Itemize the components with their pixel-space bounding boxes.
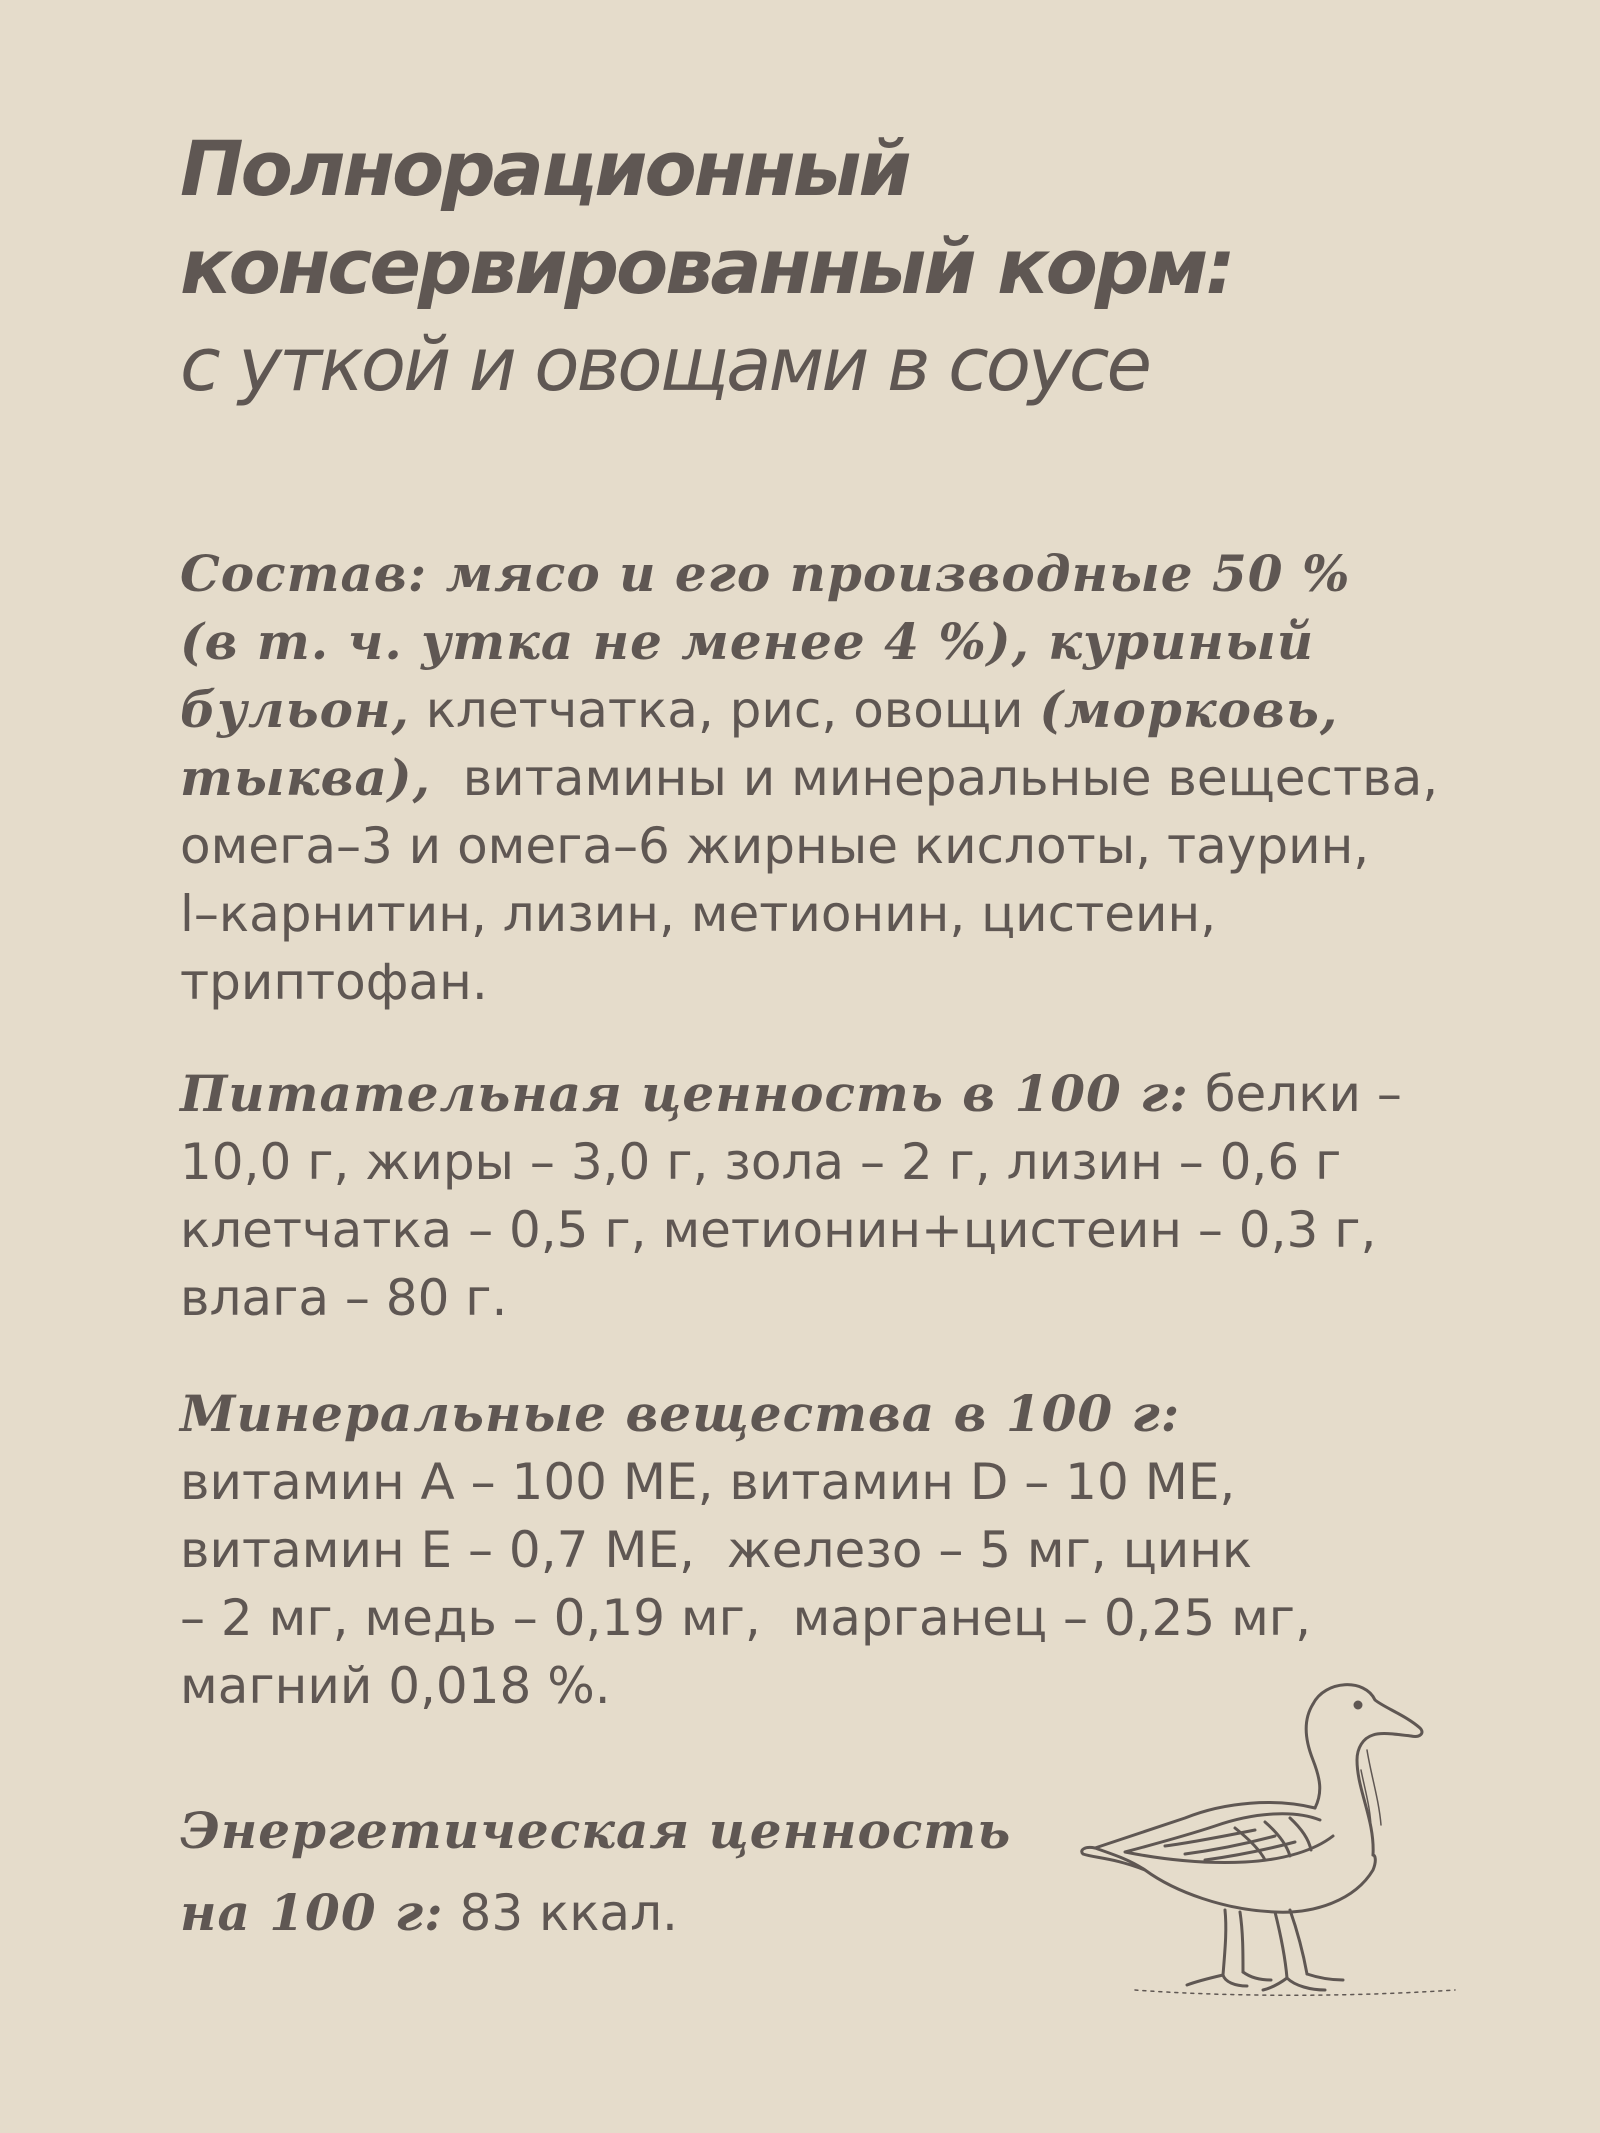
minerals-line-4: – 2 мг, медь – 0,19 мг, марганец – 0,25 мг, xyxy=(180,1589,1311,1647)
composition-line-4 xyxy=(180,744,1500,812)
composition-line-2 xyxy=(180,608,1500,676)
composition-line-7: триптофан. xyxy=(180,953,488,1011)
composition-line-3 xyxy=(180,676,1500,744)
composition-bold-3: бульон, xyxy=(180,680,410,739)
minerals-line-2: витамин А – 100 МЕ, витамин D – 10 МЕ, xyxy=(180,1453,1236,1511)
nutrition-line-3: клетчатка – 0,5 г, метионин+цистеин – 0,3 г, xyxy=(180,1201,1377,1259)
composition-bold-3b: (морковь, xyxy=(1039,680,1339,739)
title-line-2: консервированный корм: xyxy=(180,222,1233,311)
composition-bold-2: (в т. ч. утка не менее 4 %), куриный xyxy=(180,612,1315,671)
composition-section xyxy=(180,540,1500,1016)
subtitle: с уткой и овощами в соусе xyxy=(180,322,1150,408)
composition-bold-4: тыква), xyxy=(180,748,431,807)
nutrition-line-1 xyxy=(180,1060,1500,1128)
nutrition-section xyxy=(180,1060,1500,1332)
minerals-line-5: магний 0,018 %. xyxy=(180,1657,611,1715)
composition-line-5: омега–3 и омега–6 жирные кислоты, таурин, xyxy=(180,817,1370,875)
minerals-line-3: витамин Е – 0,7 МЕ, железо – 5 мг, цинк xyxy=(180,1521,1253,1579)
composition-reg-4: витамины и минеральные вещества, xyxy=(430,749,1439,807)
nutrition-line-2: 10,0 г, жиры – 3,0 г, зола – 2 г, лизин – 0,6 г xyxy=(180,1133,1342,1191)
nutrition-rest-1: белки – xyxy=(1188,1065,1402,1123)
energy-value: 83 ккал. xyxy=(443,1884,678,1942)
energy-lead-1: Энергетическая ценность xyxy=(180,1801,1012,1860)
nutrition-lead: Питательная ценность в 100 г: xyxy=(180,1064,1189,1123)
header xyxy=(180,120,1480,414)
composition-line-1 xyxy=(180,540,1500,608)
composition-reg-3: клетчатка, рис, овощи xyxy=(409,681,1040,739)
minerals-lead: Минеральные вещества в 100 г: xyxy=(180,1384,1181,1443)
minerals-line-1 xyxy=(180,1380,1500,1448)
duck-icon xyxy=(1075,1660,1475,2020)
composition-lead: Состав: мясо и его производные 50 % xyxy=(180,544,1351,603)
energy-lead-2: на 100 г: xyxy=(180,1883,444,1942)
nutrition-line-4: влага – 80 г. xyxy=(180,1269,508,1327)
title-line-1: Полнорационный xyxy=(180,124,909,213)
composition-line-6: l–карнитин, лизин, метионин, цистеин, xyxy=(180,885,1217,943)
